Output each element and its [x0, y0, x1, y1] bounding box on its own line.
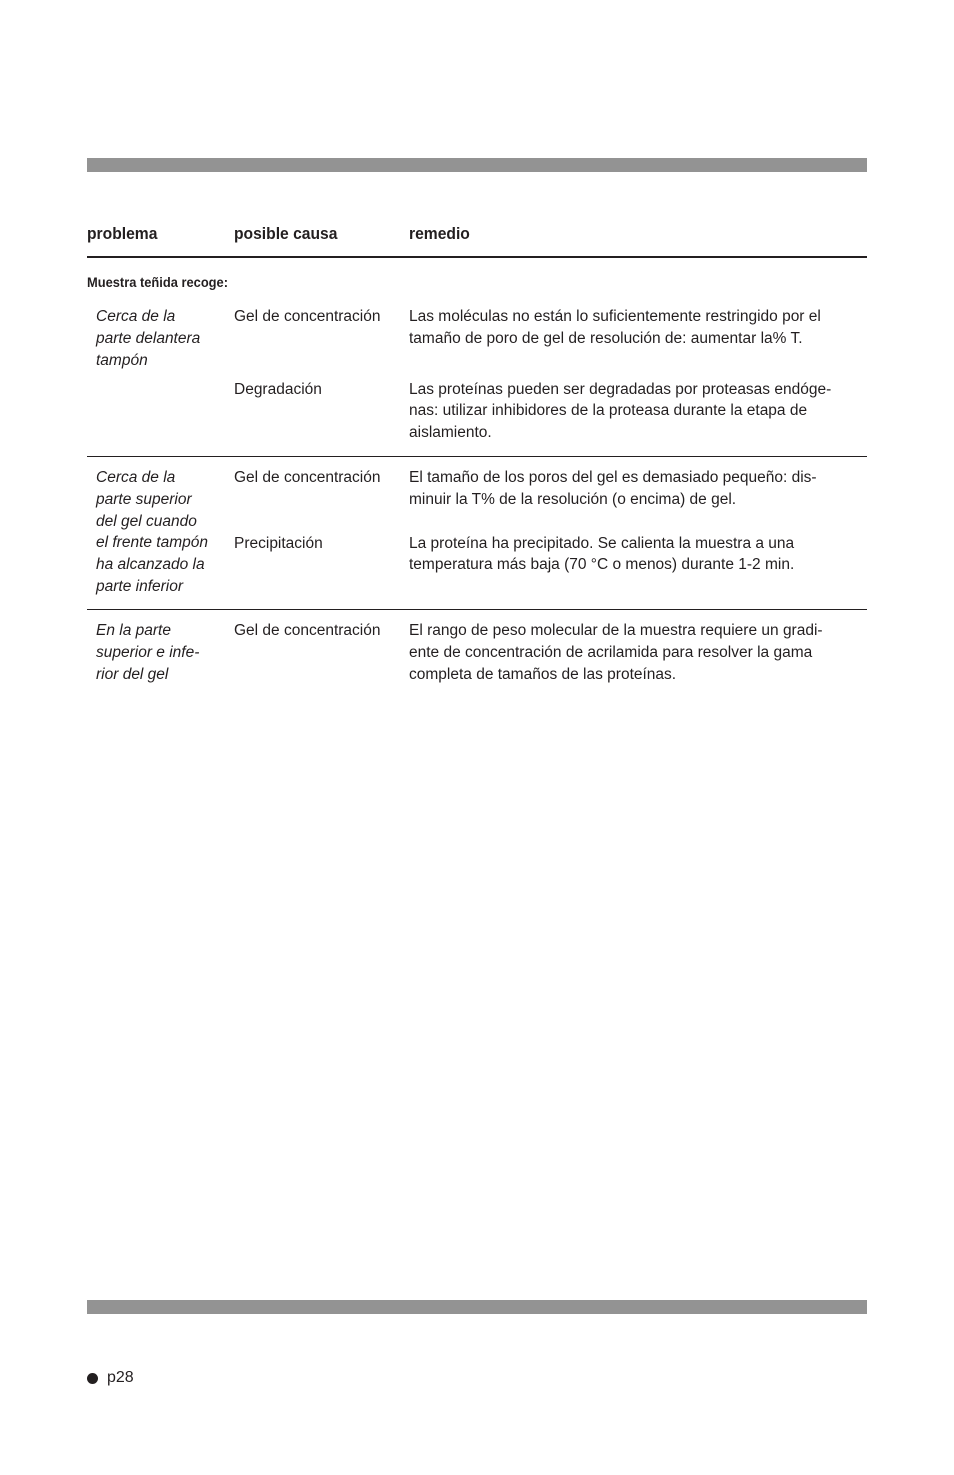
cause-cell: Gel de concentración: [234, 621, 381, 639]
cause-cell: Gel de concentración: [234, 468, 381, 486]
header-remedio: remedio: [409, 224, 470, 243]
header-problema: problema: [87, 224, 158, 243]
problem-cell: En la parte superior e infe- rior del gel: [96, 621, 200, 683]
table-row: [87, 620, 867, 685]
page-footer: [87, 1367, 134, 1389]
bullet-icon: [87, 1373, 98, 1384]
table-row: [87, 467, 867, 511]
problem-cell: Cerca de la parte superior del gel cuando el frente tampón ha alcanzado la parte inferior: [96, 468, 209, 595]
group-title: Muestra teñida recoge:: [87, 274, 229, 290]
table-section-1: [87, 298, 867, 457]
remedy-cell: El rango de peso molecular de la muestra requiere un gradi- ente de concentración de acrilamida para resolver la gama completa de tamaños de las proteínas.: [409, 621, 823, 683]
table-section-2: [87, 457, 867, 610]
remedy-cell: La proteína ha precipitado. Se calienta la muestra a una temperatura más baja (70 °C o menos) durante 1-2 min.: [409, 534, 795, 574]
table-row: [87, 379, 867, 444]
page-number: p28: [107, 1369, 134, 1386]
remedy-cell: El tamaño de los poros del gel es demasiado pequeño: dis- minuir la T% de la resolución (o encima) de gel.: [409, 468, 817, 508]
problem-cell: Cerca de la parte delantera tampón: [96, 308, 201, 369]
troubleshooting-table: [87, 222, 867, 697]
footer-rule-bar: [87, 1300, 867, 1314]
cause-cell: Precipitación: [234, 534, 323, 552]
remedy-cell: Las proteínas pueden ser degradadas por proteasas endóge- nas: utilizar inhibidores de la proteasa durante la etapa de aislamiento.: [409, 380, 832, 442]
table-row: [87, 306, 867, 350]
header-posible-causa: posible causa: [234, 224, 338, 243]
table-section-3: [87, 610, 867, 697]
cause-cell: Degradación: [234, 380, 322, 398]
table-header: [87, 222, 867, 258]
remedy-cell: Las moléculas no están lo suficientemente restringido por el tamaño de poro de gel de resolución de: aumentar la% T.: [409, 308, 821, 347]
header-rule-bar: [87, 158, 867, 172]
table-row: [87, 533, 867, 577]
cause-cell: Gel de concentración: [234, 308, 381, 325]
